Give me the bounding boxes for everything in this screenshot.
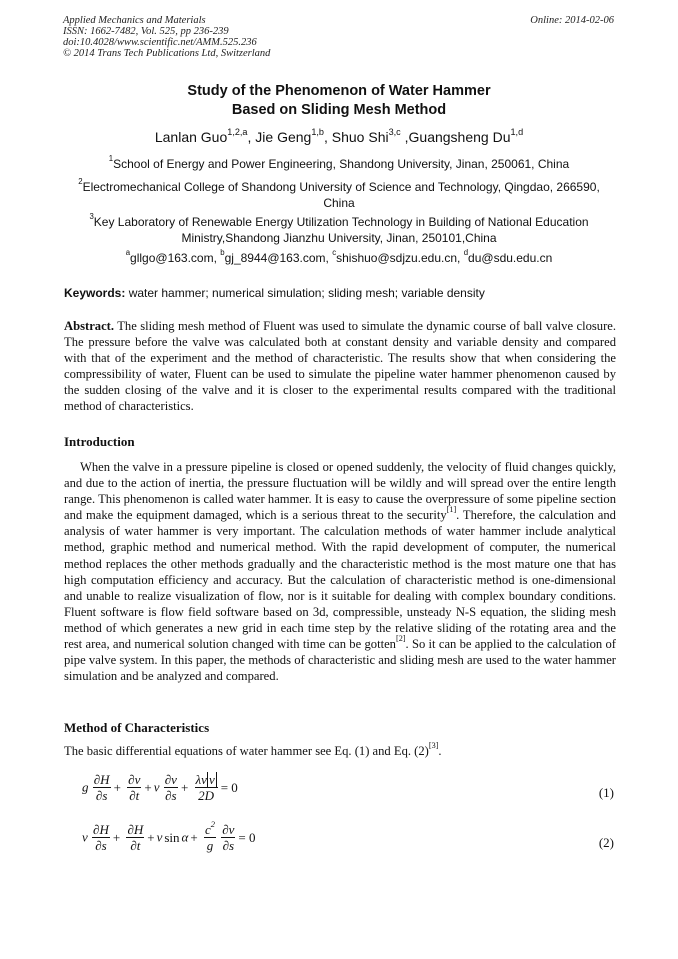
author-sup: 1,2,a	[227, 126, 248, 137]
email: gllgo@163.com	[130, 251, 214, 265]
author-sup: 1,b	[311, 126, 324, 137]
section-heading-introduction: Introduction	[64, 434, 135, 449]
title-line-1: Study of the Phenomenon of Water Hammer	[187, 83, 491, 99]
moc-paragraph: The basic differential equations of water hammer see Eq. (1) and Eq. (2)[3].	[64, 741, 442, 758]
journal-header	[63, 15, 270, 59]
affiliation-2: $^2$Electromechanical College of Shandong University of Science and Technology, Qingdao, 266590, China	[78, 177, 600, 210]
affiliation-1: $^1$School of Energy and Power Engineering, Shandong University, Jinan, 250061, China	[108, 154, 570, 171]
abstract-text: The sliding mesh method of Fluent was used to simulate the dynamic course of ball valve closure. The pressure before the valve was calculated both at constant density and variable density and compared with that of the experiment and the method of characteristic. The results show that when considering the compressibility of water, Fluent can be used to simulate the pipeline water hammer phenomenon caused by the sudden closing of the valve and it is closer to the experimental results compared with the traditional method of characteristics.	[64, 319, 617, 414]
abstract-label: Abstract.	[64, 319, 115, 333]
citation: [2]	[395, 634, 406, 644]
citation: [3]	[428, 741, 439, 751]
citation: [1]	[446, 505, 457, 515]
issn: ISSN: 1662-7482, Vol. 525, pp 236-239	[63, 26, 229, 37]
email-list: $^a$gllgo@163.com, $^b$gj_8944@163.com, $^c$shishuo@sdjzu.edu.cn, $^d$du@sdu.edu.cn	[125, 248, 553, 265]
affiliation-3: $^3$Key Laboratory of Renewable Energy Utilization Technology in Building of National Education Ministry,Shandong Jianzhu University, Jinan, 250101,China	[89, 212, 589, 245]
keywords	[64, 286, 616, 300]
journal-name: Applied Mechanics and Materials	[63, 15, 206, 26]
author-name: Guangsheng Du	[408, 129, 511, 145]
author-name: Shuo Shi	[331, 129, 389, 145]
keywords-label: Keywords:	[64, 286, 126, 300]
author-sup: 1,d	[510, 126, 524, 137]
email: du@sdu.edu.cn	[468, 251, 553, 265]
title-line-2: Based on Sliding Mesh Method	[231, 102, 447, 118]
section-heading-moc: Method of Characteristics	[64, 720, 210, 735]
equation-2-number: (2)	[598, 835, 614, 850]
author-name: Jie Geng	[255, 129, 312, 145]
equation-1-number: (1)	[598, 785, 614, 800]
author-name: Lanlan Guo	[154, 129, 228, 145]
author-sup: 3,c	[388, 126, 401, 137]
introduction-paragraph: When the valve in a pressure pipeline is closed or opened suddenly, the velocity of fluid changes quickly, and due to the action of inertia, the pressure fluctuation will be wildly and will spread over the entire length range. This phenomenon is called water hammer. It is easy to cause the overpressure of some pipeline section and make the equipment damaged, which is a serious threat to the security[1]. Therefore, the calculation and analysis of water hammer is very important. The calculation methods of water hammer include analytical method, graphic method and numerical method. With the rapid development of computer, the numerical method replaces the other methods gradually and the characteristic method is the most mature one that has high computation efficiency and accuracy. But the calculation of characteristic method is one-dimensional and unable to realize visualization of flow, nor is it suitable for dealing with complex boundary conditions. Fluent software is flow field software based on 3d, compressible, unsteady N-S equation, the sliding mesh method of which generates a new grid in each time step by the relative sliding of the rotating area and the rest area, and numerical solution changed with time can be gotten[2]. So it can be applied to the calculation of pipe valve system. In this paper, the methods of characteristic and sliding mesh are used to the water hammer simulation and be analyzed and compared.	[64, 460, 616, 684]
equation-2: v $\frac{\partial H}{\partial s}$ + $\frac{\partial H}{\partial t}$ + v sin α + $\frac{c^2}{g}$ $\frac{\partial v}{\partial s}$ = 0	[82, 818, 256, 853]
email: shishuo@sdjzu.edu.cn	[336, 251, 458, 265]
email: gj_8944@163.com	[224, 251, 326, 265]
copyright: © 2014 Trans Tech Publications Ltd, Switzerland	[63, 48, 271, 59]
keywords-text: water hammer; numerical simulation; sliding mesh; variable density	[128, 286, 485, 300]
paper-title	[0, 82, 678, 120]
abstract	[64, 318, 616, 415]
equation-1: g $\frac{\partial H}{\partial s}$ + $\frac{\partial v}{\partial t}$ + v $\frac{\partial v}{\partial s}$ + $\frac{\text{λv v}}{2D}$ = 0	[82, 772, 238, 803]
online-date: Online: 2014-02-06	[530, 15, 614, 26]
author-list: Lanlan Guo$^{1,2,a}$, Jie Geng$^{1,b}$, Shuo Shi$^{3,c}$ ,Guangsheng Du$^{1,d}$	[154, 126, 524, 145]
doi: doi:10.4028/www.scientific.net/AMM.525.236	[63, 37, 257, 48]
